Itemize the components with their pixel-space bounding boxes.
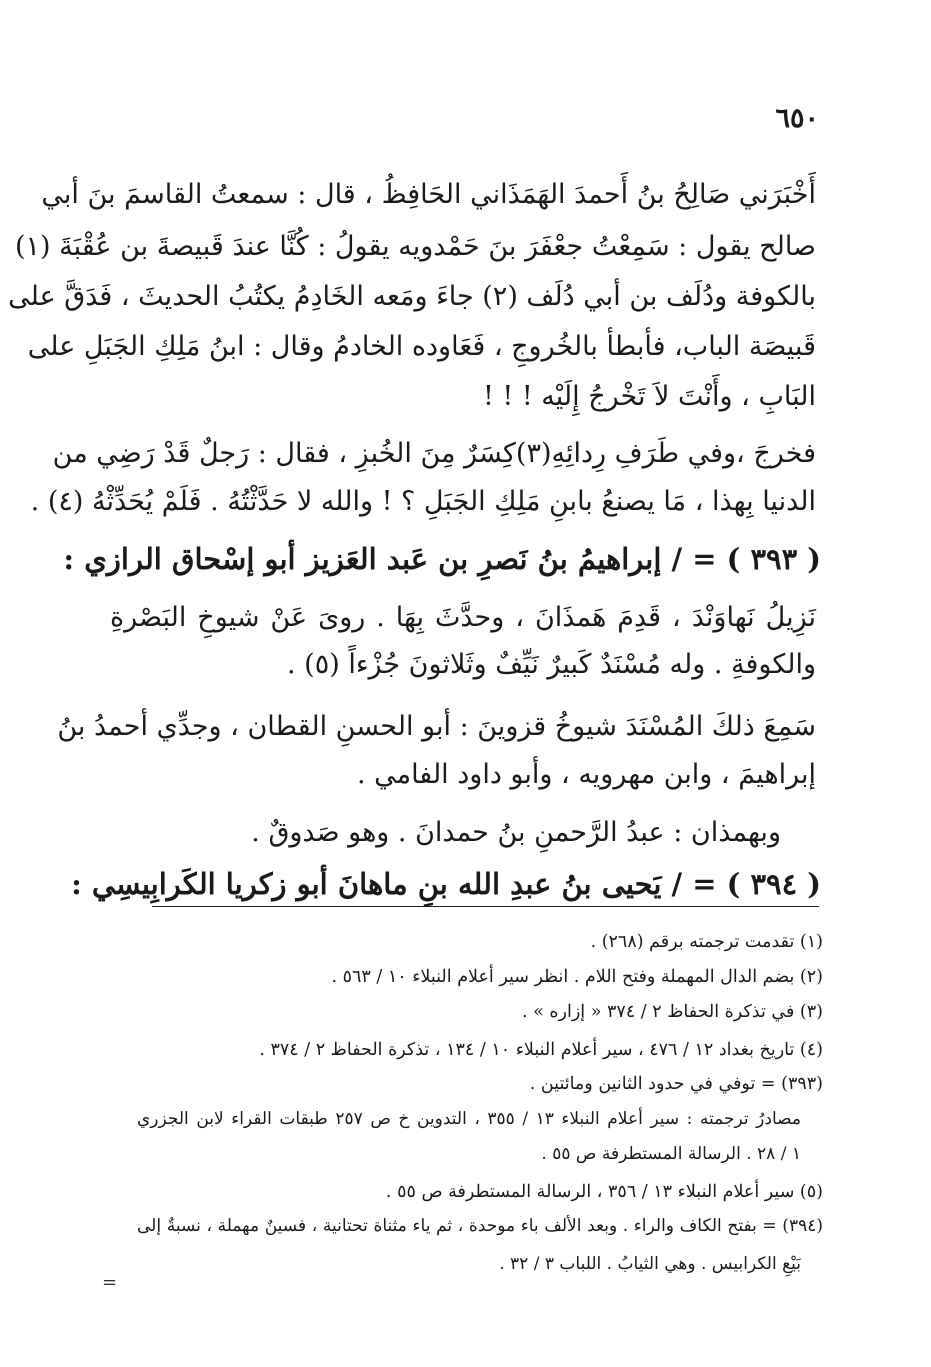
paragraph-1-line-5: البَابِ ، وأَنْتَ لاَ تَخْرجُ إِلَيْه ! ! ! (482, 381, 816, 412)
margin-mark: = (102, 1272, 118, 1293)
footnote-3: (٣) في تذكرة الحفاظ ٢ / ٣٧٤ « إزاره » . (521, 1002, 823, 1022)
paragraph-4-line-1: سَمِعَ ذلكَ المُسْنَدَ شيوخُ قزوينَ : أبو الحسنِ القطان ، وجدِّي أحمدُ بنُ (57, 711, 816, 742)
footnote-394-line-2: بَيْعِ الكرابيس . وهي الثيابُ . اللباب ٣ / ٣٢ . (499, 1254, 801, 1274)
footnote-393: (٣٩٣) = توفي في حدود الثانين ومائتين . (529, 1074, 823, 1094)
paragraph-2-line-2: الدنيا بِهذا ، مَا يصنعُ بابنِ مَلِكِ الجَبَلِ ؟ ! والله لا حَدَّثْتُهُ . فَلَمْ يُحَدِّثْهُ (٤) . (30, 486, 816, 517)
footnote-5: (٥) سير أعلام النبلاء ١٣ / ٣٥٦ ، الرسالة المستطرفة ص ٥٥ . (385, 1182, 823, 1202)
footnote-393-sources-line-2: ١ / ٢٨ . الرسالة المستطرفة ص ٥٥ . (541, 1144, 801, 1164)
paragraph-1-line-4: قَبيصَة الباب، فأبطأ بالخُروجِ ، فَعَاوده الخادمُ وقال : ابنُ مَلِكِ الجَبَلِ على (27, 331, 816, 362)
footnote-393-sources-line-1: مصادرُ ترجمته : سير أعلام النبلاء ١٣ / ٣٥٥ ، التدوين خ ص ٢٥٧ طبقات القراء لابن الجزري (137, 1109, 801, 1129)
footnote-394-line-1: (٣٩٤) = بفتح الكاف والراء . وبعد الألف باء موحدة ، ثم ياء مثناة تحتانية ، فسينٌ مهملة ، نسبةٌ إلى (137, 1216, 823, 1236)
page-number: ٦٥٠ (775, 103, 819, 134)
paragraph-4-line-2: إبراهيمَ ، وابن مهرويه ، وأبو داود الفامي . (356, 759, 816, 790)
paragraph-1-line-3: بالكوفة ودُلَف بن أبي دُلَف (٢) جاءَ ومَعه الخَادِمُ يكتُبُ الحديثَ ، فَدَقَّ على (8, 281, 816, 312)
paragraph-3-line-2: والكوفةِ . وله مُسْنَدٌ كَبيرٌ نَيِّفٌ وثَلاثونَ جُزْءاً (٥) . (286, 649, 816, 680)
paragraph-5: وبهمذان : عبدُ الرَّحمنِ بنُ حمدانَ . وهو صَدوقٌ . (251, 817, 781, 848)
entry-heading-394: ( ٣٩٤ ) = / يَحيى بنُ عبدِ الله بنِ ماهانَ أبو زكريا الكَرابِيسِي : (71, 867, 821, 901)
paragraph-1-line-1: أَخْبَرَني صَالِحُ بنُ أَحمدَ الهَمَذَاني الحَافِظُ ، قال : سمعتُ القاسمَ بنَ أبي (41, 179, 816, 210)
footnote-2: (٢) بضم الدال المهملة وفتح اللام . انظر سير أعلام النبلاء ١٠ / ٥٦٣ . (331, 967, 823, 987)
paragraph-2-line-1: فخرجَ ،وفي طَرَفِ رِدائِهِ(٣)كِسَرٌ مِنَ الخُبزِ ، فقال : رَجلٌ قَدْ رَضِي من (52, 438, 816, 469)
entry-heading-393: ( ٣٩٣ ) = / إبراهيمُ بنُ نَصرِ بن عَبد العَزيز أبو إسْحاق الرازي : (63, 542, 821, 576)
footnote-1: (١) تقدمت ترجمته برقم (٢٦٨) . (590, 932, 823, 952)
footnote-separator (152, 906, 819, 907)
paragraph-3-line-1: نَزِيلُ نَهاوَنْدَ ، قَدِمَ هَمذَانَ ، وحدَّثَ بِهَا . روىَ عَنْ شيوخِ البَصْرةِ (110, 602, 816, 633)
footnote-4: (٤) تاريخ بغداد ١٢ / ٤٧٦ ، سير أعلام النبلاء ١٠ / ١٣٤ ، تذكرة الحفاظ ٢ / ٣٧٤ . (259, 1040, 823, 1060)
paragraph-1-line-2: صالح يقول : سَمِعْتُ جعْفَرَ بنَ حَمْدويه يقولُ : كُنَّا عندَ قَبيصةَ بن عُقْبَةَ (١) (14, 231, 816, 262)
